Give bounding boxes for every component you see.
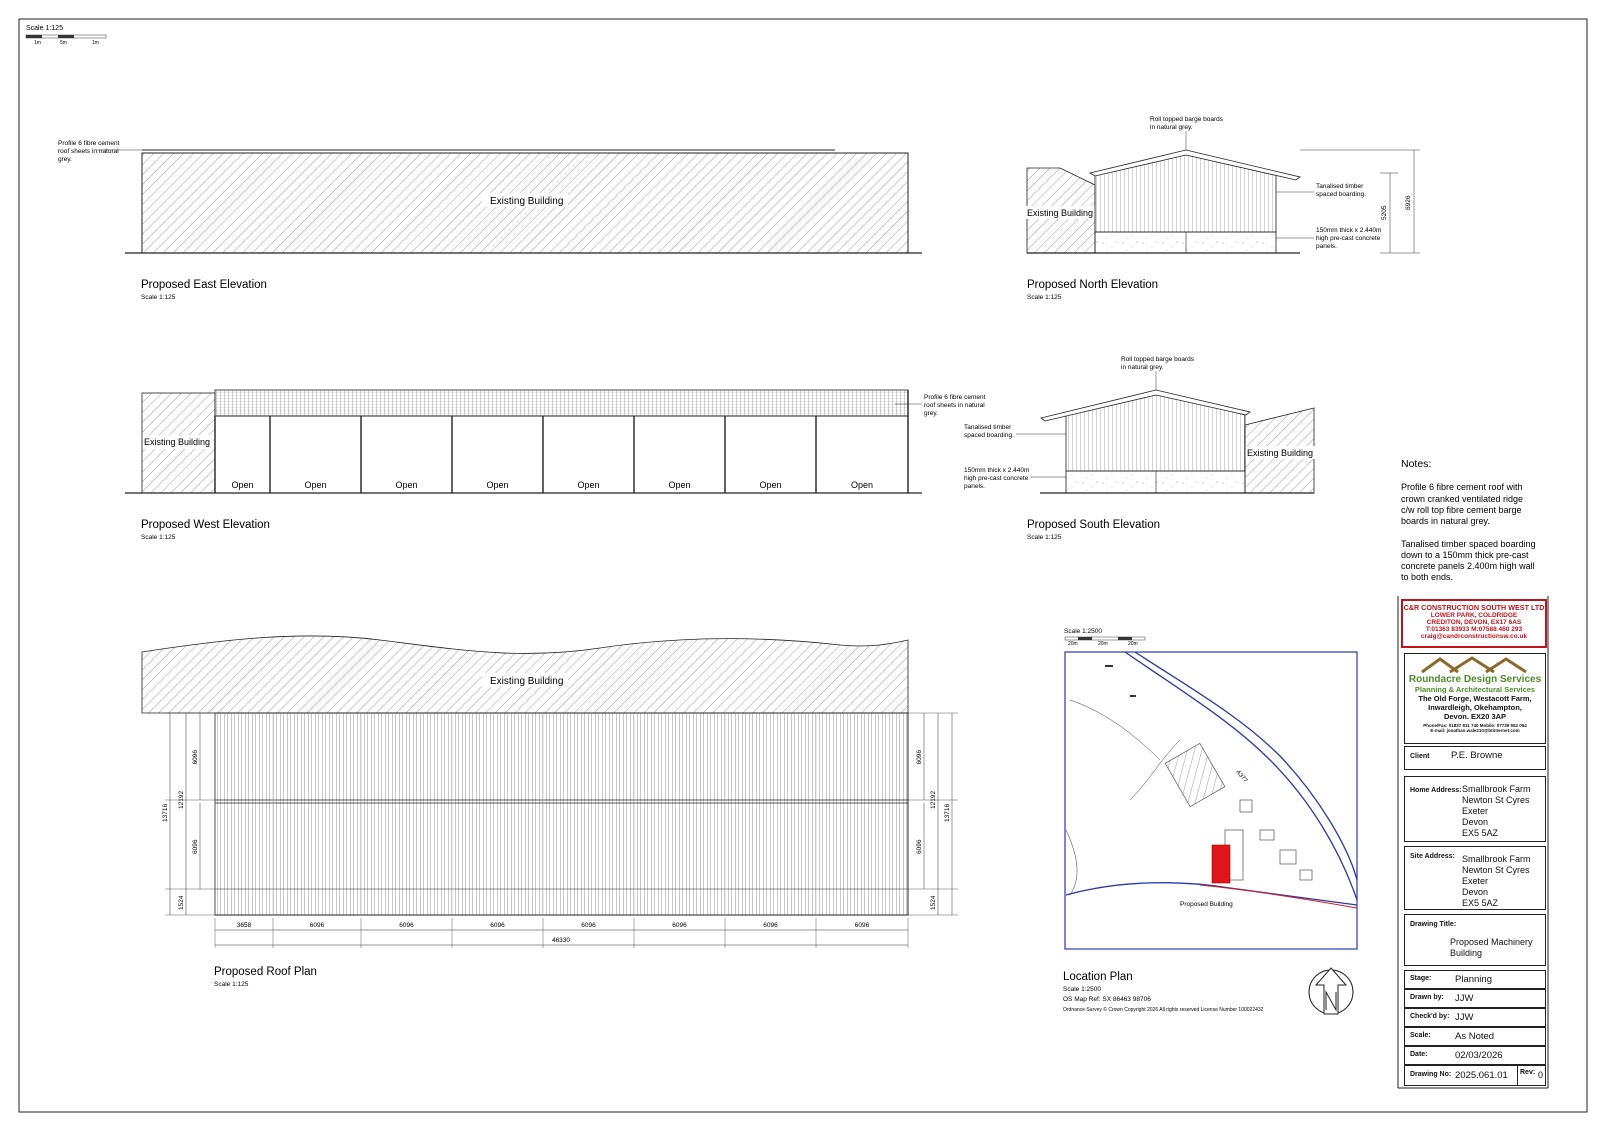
west-title: Proposed West Elevation: [141, 519, 270, 531]
notes-p1-3: c/w roll top fibre cement barge: [1401, 505, 1522, 515]
west-note-2: roof sheets in natural: [924, 402, 985, 409]
contractor-line-2: LOWER PARK, COLDRIDGE: [1430, 612, 1518, 619]
south-timber-2: spaced boarding.: [964, 432, 1014, 439]
site-line-5: EX5 5AZ: [1462, 898, 1499, 908]
north-dim-1: 5205: [1381, 205, 1388, 220]
home-address-label: Home Address:: [1410, 787, 1462, 794]
drawing-title-2: Building: [1450, 948, 1483, 958]
north-panels-1: 150mm thick x 2.440m: [1316, 227, 1382, 234]
east-note-1: Profile 6 fibre cement: [58, 140, 120, 147]
contractor-line-1: C&R CONSTRUCTION SOUTH WEST LTD: [1403, 603, 1545, 612]
home-line-4: Devon: [1462, 817, 1489, 827]
south-existing-label: Existing Building: [1247, 448, 1314, 458]
drawn-box: [1404, 989, 1546, 1008]
north-title: Proposed North Elevation: [1027, 279, 1159, 291]
south-panels-1: 150mm thick x 2.440m: [964, 467, 1030, 474]
right-dim-label: 12192: [930, 790, 937, 809]
scale-value: As Noted: [1455, 1031, 1495, 1042]
east-title: Proposed East Elevation: [141, 279, 267, 291]
right-dim-label: 6096: [916, 750, 923, 765]
bay-dim-label: 6096: [399, 922, 414, 929]
west-note-3: grey.: [924, 410, 938, 417]
south-elevation: [964, 356, 1315, 541]
drawn-label: Drawn by:: [1410, 994, 1444, 1001]
north-barge-1: Roll topped barge boards: [1150, 116, 1223, 123]
rev-value: 0: [1538, 1070, 1544, 1080]
drawn-value: JJW: [1455, 993, 1474, 1004]
left-dim-label: 1524: [178, 895, 185, 910]
north-timber-2: spaced boarding.: [1316, 191, 1366, 198]
right-dim-label: 6096: [916, 839, 923, 854]
drawing-title-1: Proposed Machinery: [1450, 937, 1533, 947]
east-note-2: roof sheets in natural: [58, 148, 119, 155]
rev-divider: [1517, 1066, 1518, 1085]
site-line-2: Newton St Cyres: [1462, 865, 1530, 875]
scale-box: [1404, 1027, 1546, 1046]
designer-email: E-mail: jonathan.wale210@btinternet.com: [1430, 728, 1520, 733]
designer-addr-2: Inwardleigh, Okehampton,: [1428, 703, 1522, 712]
bay-dim-label: 3658: [236, 922, 252, 929]
scale-mark-1: 1m: [34, 40, 41, 46]
right-dim-label: 13716: [944, 803, 951, 822]
scale-mark-2: 5m: [60, 40, 67, 46]
east-elevation: [58, 140, 922, 301]
checked-box: [1404, 1008, 1546, 1027]
checked-label: Check'd by:: [1410, 1013, 1450, 1020]
designer-box: [1404, 653, 1546, 744]
home-line-3: Exeter: [1462, 806, 1489, 816]
west-note-1: Profile 6 fibre cement: [924, 394, 986, 401]
north-arrow-icon: [1309, 968, 1353, 1014]
notes-p2-2: down to a 150mm thick pre-cast: [1401, 550, 1529, 560]
bay-dim-label: 6096: [490, 922, 505, 929]
west-elevation: [125, 390, 986, 541]
loc-road-label: A377: [1234, 769, 1249, 785]
west-existing-label: Existing Building: [144, 437, 211, 447]
top-scale: [26, 25, 106, 46]
loc-building-label: Proposed Building: [1180, 901, 1233, 908]
contractor-line-4: T:01363 83933 M:07588 460 293: [1425, 626, 1523, 633]
client-value: P.E. Browne: [1451, 750, 1503, 761]
bay-dim-label: 6096: [854, 922, 870, 929]
left-dim-label: 6096: [192, 839, 199, 854]
date-value: 02/03/2026: [1455, 1050, 1503, 1061]
client-label: Client: [1410, 753, 1430, 760]
south-barge-2: in natural grey.: [1121, 364, 1164, 371]
west-bay-label: Open: [304, 480, 327, 490]
west-bay-label: Open: [850, 480, 874, 490]
east-note-3: grey.: [58, 156, 72, 163]
west-bay-label: Open: [486, 480, 509, 490]
notes-p1-4: boards in natural grey.: [1401, 516, 1490, 526]
contractor-line-3: CREDITON, DEVON, EX17 6AS: [1426, 619, 1522, 626]
north-panels-3: panels.: [1316, 243, 1337, 250]
south-scale: Scale 1:125: [1027, 534, 1062, 541]
left-dim-label: 6096: [192, 750, 199, 765]
designer-addr-3: Devon. EX20 3AP: [1443, 712, 1507, 721]
site-line-1: Smallbrook Farm: [1462, 854, 1531, 864]
stage-value: Planning: [1455, 974, 1492, 985]
notes: [1401, 458, 1536, 582]
loc-scale-top: Scale 1:2500: [1064, 628, 1102, 635]
left-dim-label: 13716: [162, 803, 169, 822]
home-line-5: EX5 5AZ: [1462, 828, 1499, 838]
designer-addr-1: The Old Forge, Westacott Farm,: [1418, 694, 1532, 703]
loc-scale-mark-3: 20m: [1128, 641, 1138, 647]
rev-label: Rev:: [1520, 1069, 1536, 1076]
roof-scale: Scale 1:125: [214, 981, 249, 988]
designer-name: Roundacre Design Services: [1408, 674, 1542, 685]
south-barge-1: Roll topped barge boards: [1121, 356, 1194, 363]
roof-existing-label: Existing Building: [490, 676, 564, 687]
scale-mark-3: 1m: [92, 40, 99, 46]
north-elevation: [1025, 116, 1420, 301]
bay-dim-label: 6096: [763, 922, 778, 929]
west-bay-label: Open: [668, 480, 691, 490]
drawing-title-label: Drawing Title:: [1410, 921, 1457, 928]
loc-scale: Scale 1:2500: [1063, 986, 1101, 993]
loc-scale-mark-2: 20m: [1098, 641, 1108, 647]
client-box: [1404, 746, 1546, 770]
site-address-box: [1404, 846, 1546, 910]
left-dim-label: 12192: [178, 790, 185, 809]
loc-title: Location Plan: [1063, 971, 1133, 983]
south-timber-1: Tanalised timber: [964, 424, 1012, 431]
designer-phone: Phone/Fax: 01837 811 740 Mobile: 07739 552 054: [1423, 723, 1527, 728]
north-scale: Scale 1:125: [1027, 294, 1062, 301]
sheet-scale-label: Scale 1:125: [26, 25, 63, 32]
stage-box: [1404, 970, 1546, 989]
north-barge-2: in natural grey.: [1150, 124, 1193, 131]
drawing-no-value: 2025.061.01: [1455, 1070, 1508, 1081]
loc-scale-mark-1: 20m: [1068, 641, 1078, 647]
total-dim-label: 46330: [551, 937, 571, 944]
loc-mapref: OS Map Ref: SX 86463 98706: [1063, 996, 1151, 1003]
right-dim-label: 1524: [930, 895, 937, 910]
drawing-no-box: [1404, 1065, 1546, 1086]
roof-plan: [142, 636, 958, 988]
home-address-box: [1404, 776, 1546, 842]
site-address-label: Site Address:: [1410, 853, 1455, 860]
north-dim-2: 6926: [1405, 195, 1412, 210]
bay-dim-label: 6096: [581, 922, 596, 929]
home-line-2: Newton St Cyres: [1462, 795, 1530, 805]
location-plan: [1063, 628, 1357, 1014]
notes-p1-1: Profile 6 fibre cement roof with: [1401, 482, 1523, 492]
bay-dim-label: 6096: [309, 922, 325, 929]
contractor-line-5: craig@candrconstructionsw.co.uk: [1420, 633, 1528, 640]
site-line-4: Devon: [1462, 887, 1489, 897]
loc-copyright: Ordnance Survey © Crown Copyright 2026 All rights reserved License Number 100022432: [1063, 1007, 1264, 1013]
west-bay-label: Open: [395, 480, 418, 490]
contractor-box: [1401, 599, 1547, 648]
date-label: Date:: [1410, 1051, 1428, 1058]
west-bay-label: Open: [577, 480, 600, 490]
date-box: [1404, 1046, 1546, 1065]
west-scale: Scale 1:125: [141, 534, 176, 541]
notes-p2-1: Tanalised timber spaced boarding: [1401, 539, 1536, 549]
roof-title: Proposed Roof Plan: [214, 966, 317, 978]
south-panels-3: panels.: [964, 483, 985, 490]
north-panels-2: high pre-cast concrete: [1316, 235, 1381, 242]
south-title: Proposed South Elevation: [1027, 519, 1160, 531]
notes-heading: Notes:: [1401, 458, 1432, 470]
checked-value: JJW: [1455, 1012, 1474, 1023]
north-timber-1: Tanalised timber: [1316, 183, 1364, 190]
east-scale: Scale 1:125: [141, 294, 176, 301]
bay-dim-label: 6096: [672, 922, 687, 929]
designer-sub: Planning & Architectural Services: [1414, 685, 1536, 694]
notes-p1-2: crown cranked ventilated ridge: [1401, 494, 1524, 504]
notes-p2-4: to both ends.: [1401, 572, 1454, 582]
roof-logo-icon: [1420, 656, 1530, 674]
drawing-title-box: [1404, 914, 1546, 966]
home-line-1: Smallbrook Farm: [1462, 784, 1531, 794]
stage-label: Stage:: [1410, 975, 1432, 982]
south-panels-2: high pre-cast concrete: [964, 475, 1029, 482]
scale-label: Scale:: [1410, 1032, 1431, 1039]
site-line-3: Exeter: [1462, 876, 1489, 886]
notes-p2-3: concrete panels 2.400m high wall: [1401, 561, 1535, 571]
north-existing-label: Existing Building: [1027, 208, 1094, 218]
drawing-no-label: Drawing No:: [1410, 1071, 1452, 1078]
west-bay-label: Open: [759, 480, 782, 490]
east-existing-label: Existing Building: [490, 196, 564, 207]
proposed-building-marker: [1212, 845, 1230, 883]
west-bay-label: Open: [231, 480, 254, 490]
